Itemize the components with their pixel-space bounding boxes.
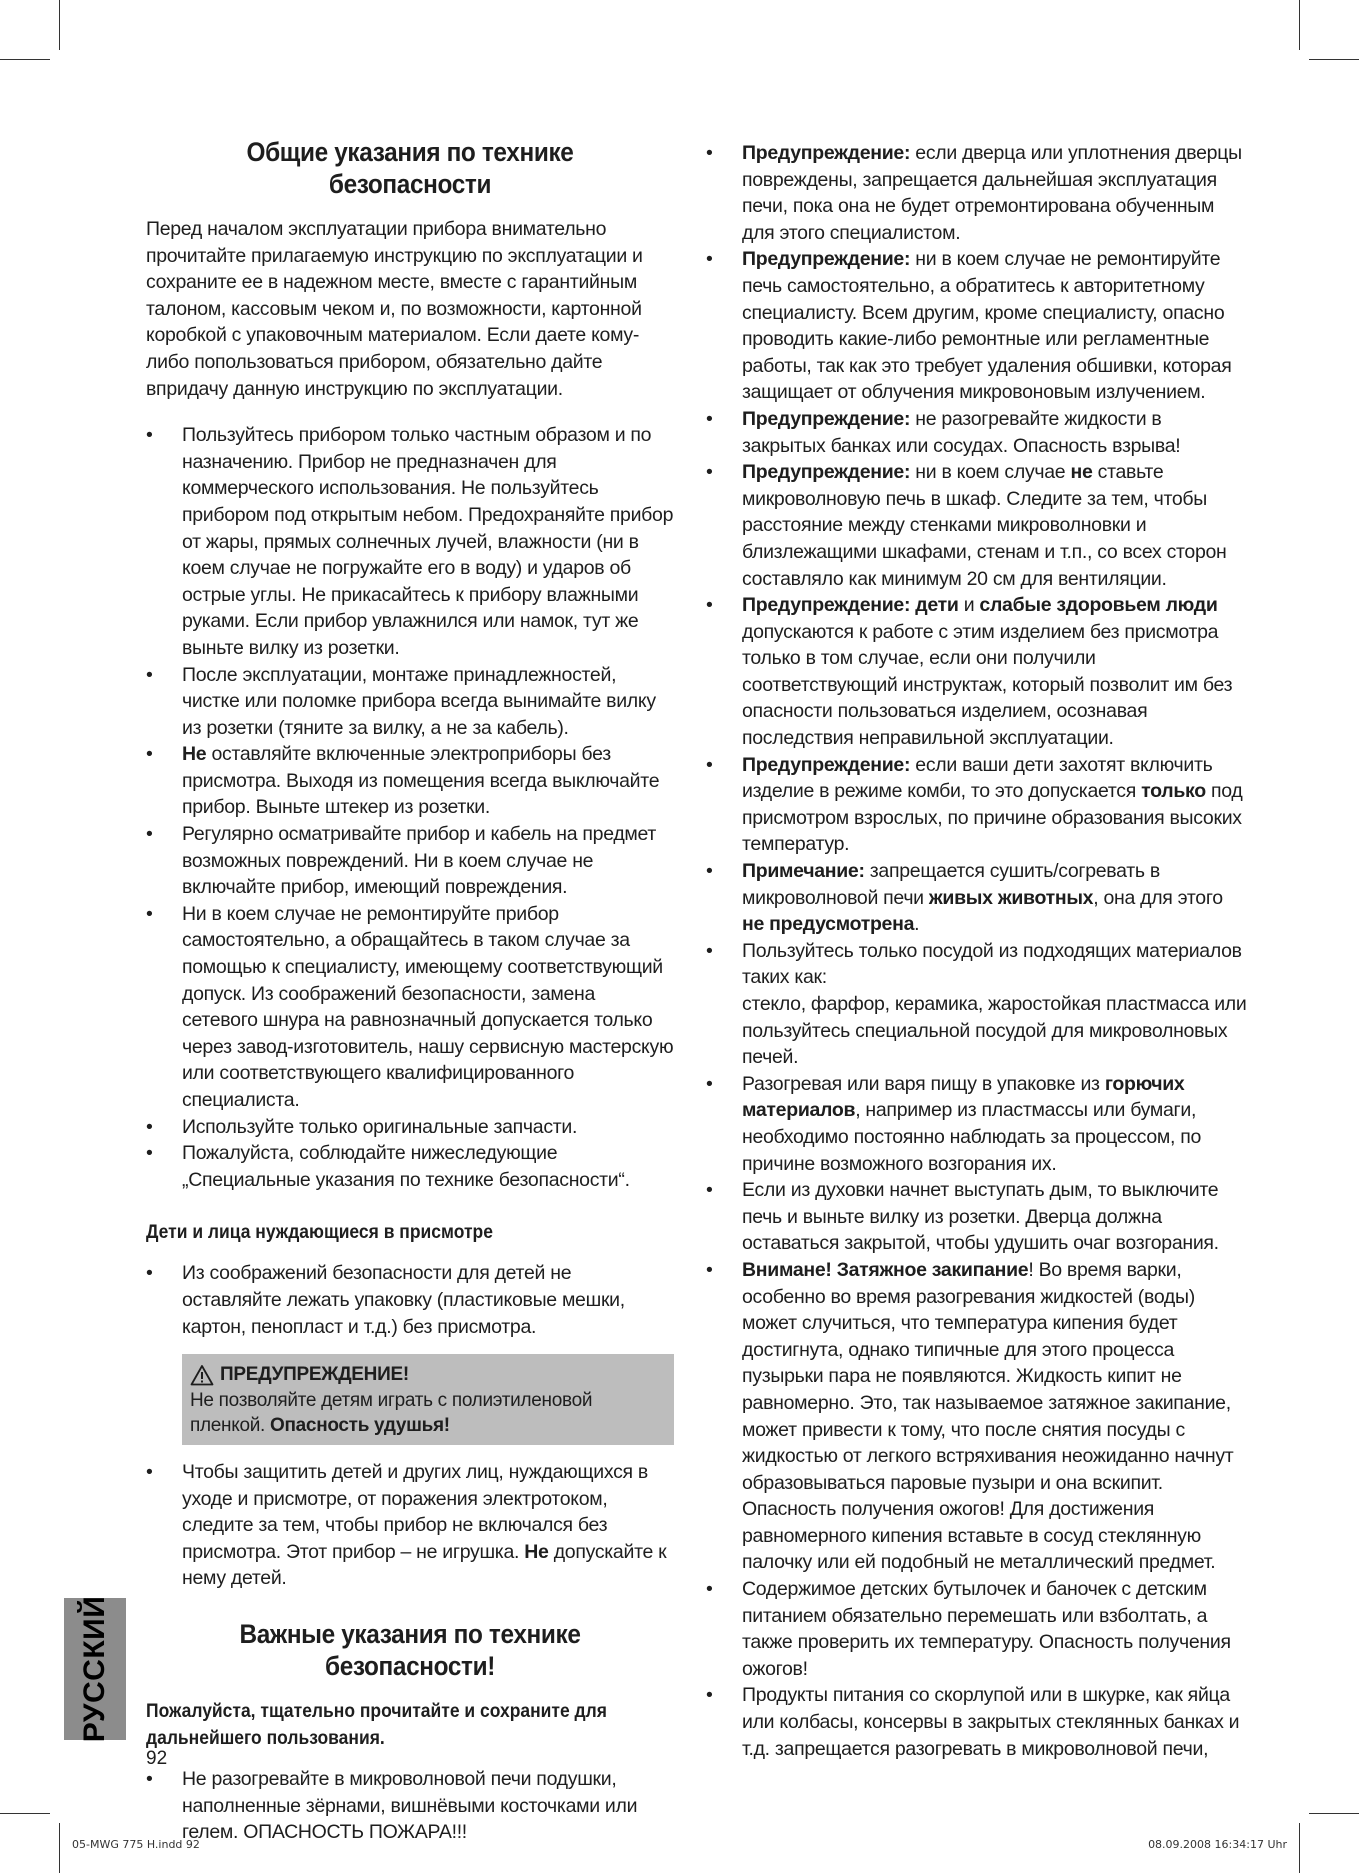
section-title-general-safety: Общие указания по технике безопасности — [246, 137, 574, 199]
list-item: • Содержимое детских бутылочек и баночек с детским питанием обязательно перемешать или взболтать, а также проверить их температуру. Опасность получения ожогов! — [706, 1578, 1231, 1680]
list-item: • Предупреждение: если дверца или уплотнения дверцы повреждены, запрещается дальнейшая эксплуатация печи, пока она не будет отремонтирована обученным для этого специалистом. — [706, 142, 1242, 244]
children-list-2 — [146, 1459, 674, 1592]
crop-mark — [59, 1823, 60, 1873]
crop-mark — [59, 0, 60, 50]
crop-mark — [1299, 1823, 1300, 1873]
list-item: • Предупреждение: не разогревайте жидкости в закрытых банках или сосудах. Опасность взрыва! — [706, 407, 1181, 457]
list-item: • Не разогревайте в микроволновой печи подушки, наполненные зёрнами, вишнёвыми косточками или гелем. ОПАСНОСТЬ ПОЖАРА!!! — [146, 1767, 638, 1844]
list-item: • Предупреждение: ни в коем случае не ремонтируйте печь самостоятельно, а обратитесь к авторитетному специалисту. Всем другим, кроме специалисту, опасно проводить какие-либо ремонтные или регламентные работы, так как это требует удаления обшивки, которая защищает от облучения микровоновым излучением. — [706, 248, 1232, 404]
list-item: • Регулярно осматривайте прибор и кабель на предмет возможных повреждений. Ни в коем случае не включайте прибор, имеющий повреждения. — [146, 823, 657, 899]
language-tab: РУССКИЙ — [64, 1598, 126, 1740]
intro-paragraph: Перед началом эксплуатации прибора внимательно прочитайте прилагаемую инструкцию по эксплуатации и сохраните ее в надежном месте, вместе с гарантийным талоном, кассовым чеком и, по возможности, картонной коробкой с упаковочным материалом. Если даете кому-либо попользоваться прибором, обязательно дайте впридачу данную инструкцию по эксплуатации. — [146, 218, 643, 400]
general-safety-list — [146, 422, 674, 1193]
crop-mark — [0, 1813, 50, 1814]
important-safety-subheading: Пожалуйста, тщательно прочитайте и сохраните для дальнейшего пользования. — [146, 1700, 607, 1749]
children-list — [146, 1260, 674, 1340]
list-item: • Предупреждение: ни в коем случае не ставьте микроволновую печь в шкаф. Следите за тем, чтобы расстояние между стенками микроволновки и близлежащими шкафами, стенам и т.п., со всех сторон составляло как минимум 20 см для вентиляции. — [706, 461, 1227, 590]
section-title-important-safety: Важные указания по технике безопасности! — [239, 1618, 581, 1681]
crop-mark — [0, 59, 50, 60]
crop-mark — [1309, 59, 1359, 60]
list-item: • Чтобы защитить детей и других лиц, нуждающихся в уходе и присмотре, от поражения электротоком, следите за тем, чтобы прибор не включался без присмотра. Этот прибор – не игрушка. Не допускайте к нему детей. — [146, 1460, 667, 1590]
list-item: • Не оставляйте включенные электроприборы без присмотра. Выходя из помещения всегда выключайте прибор. Выньте штекер из розетки. — [146, 743, 660, 819]
list-item: • Продукты питания со скорлупой или в шкурке, как яйца или колбасы, консервы в закрытых стеклянных банках и т.д. запрещается разогревать в микроволновой печи, — [706, 1684, 1240, 1760]
subheading-children: Дети и лица нуждающиеся в присмотре — [146, 1222, 493, 1244]
list-item: • Пользуйтесь только посудой из подходящих материалов таких как: стекло, фарфор, керамика, жаростойкая пластмасса или пользуйтесь специальной посудой для микроволновых печей. — [706, 939, 1247, 1069]
list-item: • Используйте только оригинальные запчасти. — [146, 1115, 578, 1138]
footer-file-info: 05-MWG 775 H.indd 92 — [72, 1838, 200, 1851]
page-number: 92 — [146, 1748, 168, 1769]
warning-box — [182, 1354, 674, 1445]
list-item: • Ни в коем случае не ремонтируйте прибор самостоятельно, а обращайтесь в таком случае за помощью к специалисту, имеющему соответствующий допуск. Из соображений безопасности, замена сетевого шнура на равнозначный допускается только через завод-изготовитель, нашу сервисную мастерскую или соответствующего квалифицированного специалиста. — [146, 902, 674, 1111]
warning-title: ПРЕДУПРЕЖДЕНИЕ! — [190, 1362, 664, 1388]
list-item: • Пожалуйста, соблюдайте нижеследующие „Специальные указания по технике безопасности“. — [146, 1142, 630, 1191]
right-column — [706, 140, 1248, 1780]
important-safety-list — [146, 1766, 674, 1846]
left-column — [146, 136, 674, 1864]
list-item: • Пользуйтесь прибором только частным образом и по назначению. Прибор не предназначен для коммерческого использования. Не пользуйтесь прибором под открытым небом. Предохраняйте прибор от жары, прямых солнечных лучей, влажности (ни в коем случае не погружайте его в воду) и ударов об острые углы. Не прикасайтесь к прибору влажными руками. Если прибор увлажнился или намок, тут же выньте вилку из розетки. — [146, 424, 674, 659]
crop-mark — [1299, 0, 1300, 50]
footer-timestamp: 08.09.2008 16:34:17 Uhr — [1148, 1838, 1287, 1851]
list-item: • Предупреждение: если ваши дети захотят включить изделие в режиме комби, то это допускается только под присмотром взрослых, по причине образования высоких температур. — [706, 753, 1243, 856]
list-item: • Примечание: запрещается сушить/согревать в микроволновой печи живых животных, она для этого не предусмотрена. — [706, 860, 1223, 936]
microwave-warnings-list — [706, 140, 1248, 1762]
warning-text: Не позволяйте детям играть с полиэтиленовой пленкой. Опасность удушья! — [190, 1389, 593, 1437]
list-item: • Если из духовки начнет выступать дым, то выключите печь и выньте вилку из розетки. Дверца должна оставаться закрытой, чтобы удушить очаг возгорания. — [706, 1179, 1219, 1255]
list-item: • Предупреждение: дети и слабые здоровьем люди допускаются к работе с этим изделием без присмотра только в том случае, если они получили соответствующий инструктаж, который позволит им без опасности пользоваться изделием, осознавая последствия неправильной эксплуатации. — [706, 594, 1233, 750]
list-item: • После эксплуатации, монтаже принадлежностей, чистке или поломке прибора всегда вынимайте вилку из розетки (тяните за вилку, а не за кабель). — [146, 663, 656, 739]
warning-triangle-icon — [190, 1364, 214, 1386]
crop-mark — [1309, 1813, 1359, 1814]
list-item: • Разогревая или варя пищу в упаковке из горючих материалов, например из пластмассы или бумаги, необходимо постоянно наблюдать за процессом, по причине возможного возгорания их. — [706, 1072, 1202, 1175]
list-item: • Из соображений безопасности для детей не оставляйте лежать упаковку (пластиковые мешки, картон, пенопласт и т.д.) без присмотра. — [146, 1262, 625, 1338]
list-item: • Внимане! Затяжное закипание! Во время варки, особенно во время разогревания жидкостей (воды) может случиться, что температура кипения будет достигнута, однако типичные для этого процесса пузырьки пара не появляются. Жидкость кипит не равномерно. Это, так называемое затяжное закипание, может привести к тому, что после снятия посуды с жидкостью от легкого встряхивания неожиданно начнут образовываться паровые пузыри и она вскипит. Опасность получения ожогов! Для достижения равномерного кипения вставьте в сосуд стеклянную палочку или ей подобный не металлический предмет. — [706, 1258, 1234, 1574]
